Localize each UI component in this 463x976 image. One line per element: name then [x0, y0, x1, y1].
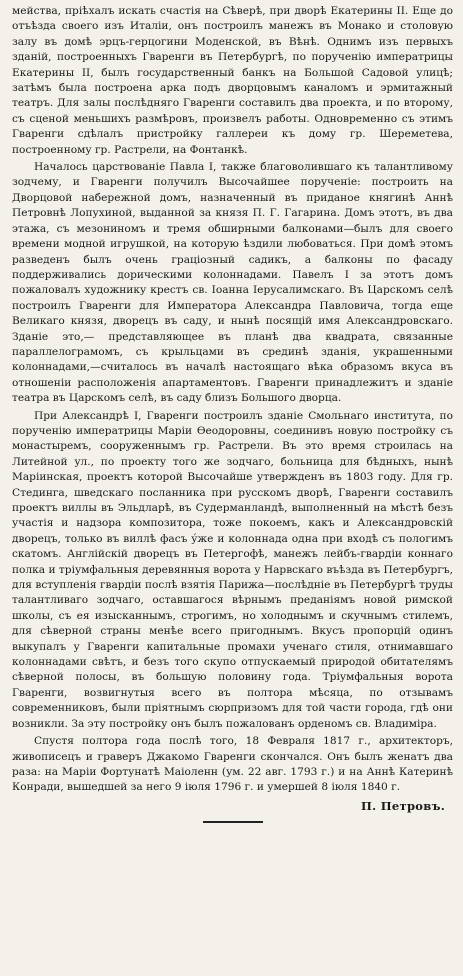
paragraph-1: мейства, пріѣхалъ искать счастія на Сѣверѣ, при дворѣ Екатерины II. Еще до отъѣзда своего изъ Италіи, онъ построилъ манежъ въ Монако и столовую залу въ домѣ эрцъ-герцогини Моденской, въ Вѣнѣ. Однимъ изъ первыхъ зданій, построенныхъ Гваренги въ Петербургѣ, по порученію императрицы Екатерины II, былъ государственный банкъ на Большой Садовой улицѣ; затѣмъ была построена арка подъ дворцовымъ каналомъ и эрмитажный театръ. Для залы послѣдняго Гваренги составилъ два проекта, и по второму, съ сценой меньшихъ размѣровъ, произвелъ работы. Одновременно съ этимъ Гваренги сдѣлалъ пристройку галлереи къ дому гр. Шереметева, построенному гр. Растрели, на Фонтанкѣ. — [12, 5, 453, 156]
paragraph-4: Спустя полтора года послѣ того, 18 Февраля 1817 г., архитекторъ, живописецъ и граверъ Джакомо Гваренги скончался. Онъ былъ женатъ два раза: на Маріи Фортунатѣ Маіоленн (ум. 22 авг. 1793 г.) и на Аннѣ Катеринѣ Конради, вышедшей за него 9 іюля 1796 г. и умершей 8 іюля 1840 г. — [12, 735, 453, 794]
paragraph-2: Началось царствованіе Павла I, также благоволившаго къ талантливому зодчему, и Гваренги получилъ Высочайшее порученіе: построить на Дворцовой набережной домъ, назначенный въ приданое княгинѣ Аннѣ Петровнѣ Лопухиной, выданной за князя П. Г. Гагарина. Домъ этотъ, въ два этажа, съ мезониномъ и тремя обширными балконами—былъ для своего времени модной игрушкой, на которую ѣздили любоваться. При домѣ этомъ разведенъ былъ очень граціозный садикъ, а балконы по фасаду поддерживались дорическими колоннадами. Павелъ I за этотъ домъ пожаловалъ художнику крестъ св. Іоанна Іерусалимскаго. Въ Царскомъ селѣ построилъ Гваренги для Императора Александра Павловича, тогда еще Великаго князя, дворецъ въ саду, и нынѣ посящій имя Александровскаго. Зданіе это,— представляющее въ планѣ два квадрата, связанные параллелограмомъ, съ крыльцами въ срединѣ зданія, украшенными колоннадами,—считалось въ началѣ настоящаго вѣка образомъ вкуса въ отношеніи расположенія апартаментовъ. Гваренги принадлежитъ и зданіе театра въ Царскомъ селѣ, въ саду близъ Большого дворца. — [12, 161, 453, 405]
author-signature: П. Петровъ. — [361, 798, 445, 813]
end-rule — [203, 821, 263, 823]
paragraph-3: При Александрѣ I, Гваренги построилъ зданіе Смольнаго института, по порученію императрицы Маріи Ѳеодоровны, соединивъ новую постройку съ монастыремъ, сооруженнымъ гр. Растрели. Въ это время строилась на Литейной ул., по проекту того же зодчаго, больница для бѣдныхъ, нынѣ Маріинская, проектъ которой Высочайше утвержденъ въ 1803 году. Для гр. Стединга, шведскаго посланника при русскомъ дворѣ, Гваренги составилъ проектъ виллы въ Эльдларѣ, въ Судерманландѣ, выполненный на мѣстѣ безъ участія и надзора композитора, тоже покоемъ, какъ и Александровскій дворецъ, только въ виллѣ фасъ ýже и колоннада одна при входѣ съ пологимъ скатомъ. Англійскій дворецъ въ Петергофѣ, манежъ лейбъ-гвардіи коннаго полка и тріумфальныя деревянныя ворота у Нарвскаго въѣзда въ Петербургъ, для вступленія гвардіи послѣ взятія Парижа—послѣдніе въ Петербургѣ труды талантливаго зодчаго, оставшагося вѣрнымъ преданіямъ новой римской школы, съ ея изысканнымъ, строгимъ, но холоднымъ и скучнымъ стилемъ, для сѣверной страны менѣе всего пригоднымъ. Вкусъ пропорцій одинъ выкупалъ у Гваренги капитальные промахи ученаго стиля, отнимавшаго колоннадами свѣтъ, и безъ того скупо отпускаемый природой обитателямъ сѣверной полосы, въ большую половину года. Тріумфальныя ворота Гваренги, возвигнутыя всего въ полтора мѣсяца, по отзывамъ современниковъ, были пріятнымъ сюрпризомъ для той части города, гдѣ они возникли. За эту постройку онъ былъ пожалованъ орденомъ св. Владиміра. — [12, 409, 453, 730]
